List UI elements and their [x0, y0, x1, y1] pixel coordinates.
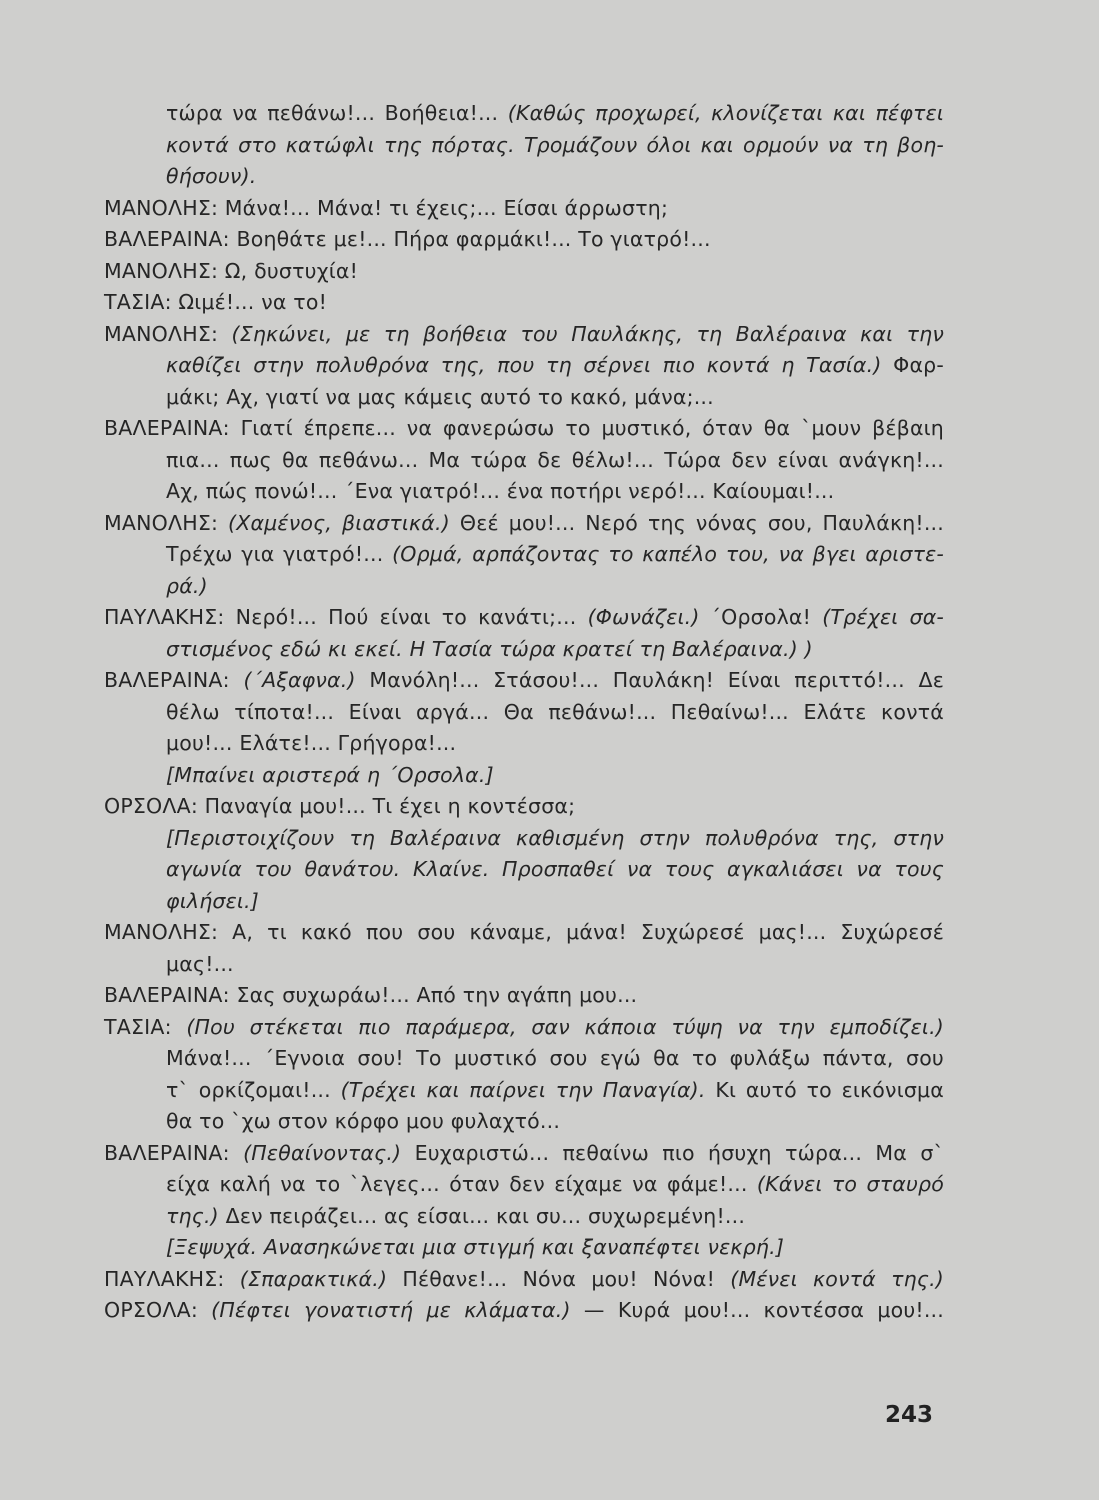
- text-line: [104, 161, 944, 193]
- dialogue-text-span: ΟΡΣΟΛΑ: Παναγία μου!... Τι έχει η κοντέσσα;: [104, 794, 576, 818]
- text-line: [104, 256, 944, 288]
- text-line: [104, 571, 944, 603]
- dialogue-text-span: μας!...: [166, 951, 234, 976]
- stage-direction: ρά.): [166, 573, 208, 598]
- stage-direction: (Τρέχει και παίρνει την Παναγία).: [340, 1077, 706, 1102]
- page-number: 243: [885, 1402, 934, 1428]
- dialogue-text-span: Φαρ-: [881, 353, 944, 377]
- text-line: [104, 98, 944, 130]
- dialogue-text-span: ΒΑΛΕΡΑΙΝΑ: Βοηθάτε με!... Πήρα φαρμάκι!... Το γιατρό!...: [104, 227, 711, 251]
- dialogue-text-span: είχα καλή να το `λεγες... όταν δεν είχαμε να φάμε!...: [166, 1172, 757, 1196]
- text-line: [104, 1169, 944, 1201]
- stage-direction: στισμένος εδώ κι εκεί. Η Τασία τώρα κρατεί τη Βαλέραινα.) ): [166, 636, 813, 661]
- text-line: [104, 508, 944, 540]
- text-line: [104, 539, 944, 571]
- text-line: [104, 980, 944, 1012]
- text-line: [104, 350, 944, 382]
- text-line: [104, 886, 944, 918]
- stage-direction: (Που στέκεται πιο παράμερα, σαν κάποια τύψη να την εμποδίζει.): [186, 1014, 944, 1039]
- stage-direction: αγωνία του θανάτου. Κλαίνε. Προσπαθεί να τους αγκαλιάσει να τους: [166, 857, 944, 881]
- dialogue-text-span: ΒΑΛΕΡΑΙΝΑ:: [104, 668, 244, 692]
- dialogue-text-span: τώρα να πεθάνω!... Βοήθεια!...: [166, 101, 508, 125]
- stage-direction: [Περιστοιχίζουν τη Βαλέραινα καθισμένη στην πολυθρόνα της, στην: [166, 825, 944, 850]
- dialogue-text-span: πια... πως θα πεθάνω... Μα τώρα δε θέλω!... Τώρα δεν είναι ανάγκη!...: [166, 447, 944, 472]
- dialogue-text-span: ΠΑΥΛΑΚΗΣ: Νερό!... Πού είναι το κανάτι;...: [104, 605, 588, 629]
- text-line: [104, 1201, 944, 1233]
- text-line: [104, 1012, 944, 1044]
- stage-direction: καθίζει στην πολυθρόνα της, που τη σέρνει πιο κοντά η Τασία.): [166, 353, 882, 377]
- text-line: [104, 382, 944, 414]
- dialogue-text-span: ΟΡΣΟΛΑ:: [104, 1298, 212, 1322]
- dialogue-text-span: ΜΑΝΟΛΗΣ:: [104, 321, 232, 346]
- text-line: [104, 224, 944, 256]
- stage-direction: (Πέφτει γονατιστή με κλάματα.): [211, 1298, 571, 1322]
- text-line: [104, 823, 944, 855]
- text-line: [104, 1075, 944, 1107]
- text-line: [104, 1295, 944, 1327]
- text-line: [104, 445, 944, 477]
- text-line: [104, 697, 944, 729]
- stage-direction: (Ορμά, αρπάζοντας το καπέλο του, να βγει αριστε-: [392, 542, 944, 566]
- text-line: [104, 602, 944, 634]
- dialogue-text: [104, 98, 944, 1327]
- text-line: [104, 287, 944, 319]
- text-line: [104, 413, 944, 445]
- text-line: [104, 476, 944, 508]
- dialogue-text-span: μου!... Ελάτε!... Γρήγορα!...: [166, 731, 457, 755]
- stage-direction: (Σηκώνει, με τη βοήθεια του Παυλάκης, τη Βαλέραινα και την: [231, 321, 945, 346]
- dialogue-text-span: Μάνα!... ΄Εγνοια σου! Το μυστικό σου εγώ θα το φυλάξω πάντα, σου: [166, 1046, 944, 1070]
- text-line: [104, 949, 944, 981]
- dialogue-text-span: ΜΑΝΟΛΗΣ:: [104, 510, 229, 535]
- stage-direction: κοντά στο κατώφλι της πόρτας. Τρομάζουν όλοι και ορμούν να τη βοη-: [166, 132, 944, 157]
- dialogue-text-span: Αχ, πώς πονώ!... ΄Ενα γιατρό!... ένα ποτήρι νερό!... Καίουμαι!...: [166, 479, 835, 503]
- text-line: [104, 1264, 944, 1296]
- stage-direction: (΄Αξαφνα.): [243, 668, 356, 692]
- text-line: [104, 665, 944, 697]
- dialogue-text-span: Ευχαριστώ... πεθαίνω πιο ήσυχη τώρα... Μα σ`: [401, 1140, 944, 1165]
- text-line: [104, 760, 944, 792]
- dialogue-text-span: ΒΑΛΕΡΑΙΝΑ:: [104, 1140, 244, 1165]
- text-line: [104, 1043, 944, 1075]
- dialogue-text-span: ΠΑΥΛΑΚΗΣ:: [104, 1266, 240, 1291]
- text-line: [104, 130, 944, 162]
- stage-direction: [Μπαίνει αριστερά η ΄Ορσολα.]: [166, 762, 494, 787]
- dialogue-text-span: ΜΑΝΟΛΗΣ: Μάνα!... Μάνα! τι έχεις;... Είσαι άρρωστη;: [104, 195, 669, 220]
- stage-direction: (Κάνει το σταυρό: [756, 1172, 944, 1196]
- text-line: [104, 634, 944, 666]
- text-line: [104, 791, 944, 823]
- text-line: [104, 1138, 944, 1170]
- stage-direction: θήσουν).: [166, 164, 257, 188]
- stage-direction: [Ξεψυχά. Ανασηκώνεται μια στιγμή και ξαναπέφτει νεκρή.]: [166, 1235, 785, 1259]
- stage-direction: (Σπαρακτικά.): [239, 1266, 388, 1291]
- dialogue-text-span: Μανόλη!... Στάσου!... Παυλάκη! Είναι περιττό!... Δε: [355, 668, 945, 692]
- dialogue-text-span: Δεν πειράζει... ας είσαι... και συ... συχωρεμένη!...: [218, 1203, 746, 1228]
- stage-direction: (Μένει κοντά της.): [730, 1266, 944, 1291]
- text-line: [104, 319, 944, 351]
- dialogue-text-span: Κι αυτό το εικόνισμα: [705, 1077, 944, 1102]
- dialogue-text-span: ΜΑΝΟΛΗΣ: Α, τι κακό που σου κάναμε, μάνα! Συχώρεσέ μας!... Συχώρεσέ: [104, 920, 944, 944]
- dialogue-text-span: θέλω τίποτα!... Είναι αργά... Θα πεθάνω!... Πεθαίνω!... Ελάτε κοντά: [166, 699, 944, 724]
- text-line: [104, 1106, 944, 1138]
- stage-direction: (Πεθαίνοντας.): [243, 1140, 402, 1165]
- text-line: [104, 917, 944, 949]
- stage-direction: (Χαμένος, βιαστικά.): [228, 510, 450, 535]
- stage-direction: φιλήσει.]: [166, 888, 259, 913]
- text-line: [104, 854, 944, 886]
- stage-direction: (Καθώς προχωρεί, κλονίζεται και πέφτει: [507, 101, 944, 125]
- dialogue-text-span: μάκι; Αχ, γιατί να μας κάμεις αυτό το κακό, μάνα;...: [166, 384, 714, 409]
- dialogue-text-span: τ` ορκίζομαι!...: [166, 1077, 341, 1102]
- text-line: [104, 193, 944, 225]
- dialogue-text-span: ΤΑΣΙΑ: Ωιμέ!... να το!: [104, 290, 327, 314]
- dialogue-text-span: ΄Ορσολα!: [699, 605, 823, 629]
- stage-direction: (Τρέχει σα-: [822, 605, 945, 629]
- text-line: [104, 728, 944, 760]
- dialogue-text-span: θα το `χω στον κόρφο μου φυλαχτό...: [166, 1109, 561, 1133]
- dialogue-text-span: Τρέχω για γιατρό!...: [166, 542, 393, 566]
- dialogue-text-span: ΤΑΣΙΑ:: [104, 1014, 187, 1039]
- dialogue-text-span: Θεέ μου!... Νερό της νόνας σου, Παυλάκη!...: [449, 510, 944, 535]
- stage-direction: της.): [166, 1203, 219, 1228]
- text-line: [104, 1232, 944, 1264]
- dialogue-text-span: Πέθανε!... Νόνα μου! Νόνα!: [387, 1266, 731, 1291]
- dialogue-text-span: ΜΑΝΟΛΗΣ: Ω, δυστυχία!: [104, 258, 359, 283]
- dialogue-text-span: ΒΑΛΕΡΑΙΝΑ: Σας συχωράω!... Από την αγάπη μου...: [104, 983, 638, 1007]
- stage-direction: (Φωνάζει.): [587, 605, 700, 629]
- dialogue-text-span: ΒΑΛΕΡΑΙΝΑ: Γιατί έπρεπε... να φανερώσω το μυστικό, όταν θα `μουν βέβαιη: [104, 416, 944, 440]
- dialogue-text-span: — Κυρά μου!... κοντέσσα μου!...: [570, 1298, 944, 1322]
